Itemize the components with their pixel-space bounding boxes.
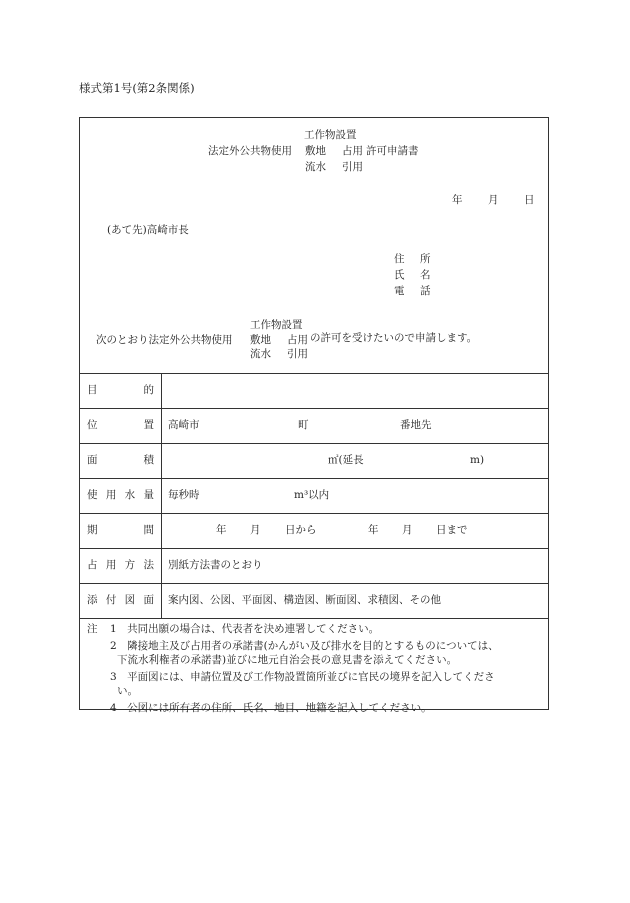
- label-char: 添: [87, 594, 98, 606]
- name-label-2: 名: [420, 269, 431, 281]
- label-char: 法: [143, 559, 154, 571]
- row-rule: [80, 583, 548, 584]
- location-lot: 番地先: [400, 419, 432, 431]
- row-rule: [80, 408, 548, 409]
- request-option-occupy: 占用: [287, 334, 308, 346]
- period-from-year: 年: [216, 524, 227, 536]
- row-rule: [80, 478, 548, 479]
- date-month: 月: [488, 194, 499, 206]
- label-char: 方: [124, 559, 136, 571]
- note-4: 4 公図には所有者の住所、氏名、地目、地籍を記入してください。: [110, 702, 432, 714]
- water-rate-prefix: 毎秒時: [168, 489, 200, 501]
- phone-label-2: 話: [420, 285, 431, 297]
- application-form: [79, 117, 549, 714]
- row-rule: [80, 548, 548, 549]
- period-from-month: 月: [250, 524, 261, 536]
- row-label-purpose: [87, 383, 154, 397]
- form-number-label: 様式第1号(第2条関係): [79, 81, 195, 95]
- label-char: 付: [105, 594, 117, 606]
- label-char: 水: [124, 489, 136, 501]
- date-year: 年: [452, 194, 463, 206]
- note-2-line2: 下流水利権者の承諾書)並びに地元自治会長の意見書を添えてください。: [117, 654, 458, 666]
- title-option-occupy: 占用: [342, 145, 363, 157]
- title-line2-suffix: 許可申請書: [366, 145, 419, 157]
- note-1: 1 共同出願の場合は、代表者を決め連署してください。: [110, 623, 380, 635]
- request-option-top: 工作物設置: [250, 319, 303, 331]
- label-char: 使: [87, 489, 98, 501]
- table-bottom-rule: [80, 618, 548, 619]
- label-char: 置: [143, 419, 154, 431]
- title-line2-prefix: 法定外公共物使用: [208, 145, 292, 157]
- location-town: 町: [298, 419, 309, 431]
- address-label-1: 住: [394, 253, 405, 265]
- period-to-day: 日まで: [436, 524, 468, 536]
- water-rate-unit: m³以内: [294, 489, 330, 501]
- label-char: 図: [124, 594, 136, 606]
- addressee: (あて先)高崎市長: [107, 224, 189, 236]
- note-2-line1: 2 隣接地主及び占用者の承諾書(かんがい及び排水を目的とするものについては、: [110, 640, 499, 652]
- name-label-1: 氏: [394, 269, 405, 281]
- row-label-water-volume: [87, 488, 154, 502]
- note-3-line2: い。: [117, 685, 138, 697]
- note-3-line1: 3 平面図には、申請位置及び工作物設置箇所並びに官民の境界を記入してくださ: [110, 671, 495, 683]
- label-char: 間: [143, 524, 154, 536]
- label-char: 用: [105, 559, 117, 571]
- label-char: 的: [143, 384, 154, 396]
- request-option-site: 敷地: [250, 334, 271, 346]
- table-top-rule: [80, 373, 548, 374]
- request-option-flow: 流水: [250, 348, 271, 360]
- label-char: 用: [105, 489, 117, 501]
- period-to-month: 月: [402, 524, 413, 536]
- location-city: 高崎市: [168, 419, 200, 431]
- length-unit: m): [470, 454, 485, 466]
- phone-label-1: 電: [394, 285, 405, 297]
- row-label-period: [87, 523, 154, 537]
- title-line1: 工作物設置: [304, 129, 357, 141]
- date-day: 日: [524, 194, 535, 206]
- attachments-value: 案内図、公図、平面図、構造図、断面図、求積図、その他: [168, 594, 441, 606]
- period-to-year: 年: [368, 524, 379, 536]
- row-rule: [80, 513, 548, 514]
- label-char: 量: [143, 489, 154, 501]
- title-option-draw: 引用: [342, 161, 363, 173]
- method-value: 別紙方法書のとおり: [168, 559, 263, 571]
- row-label-method: [87, 558, 154, 572]
- column-divider: [161, 373, 162, 618]
- label-char: 位: [87, 419, 98, 431]
- label-char: 面: [87, 454, 98, 466]
- address-label-2: 所: [420, 253, 431, 265]
- title-option-flow: 流水: [305, 161, 326, 173]
- label-char: 目: [87, 384, 98, 396]
- request-option-draw: 引用: [287, 348, 308, 360]
- row-label-area: [87, 453, 154, 467]
- period-from-day: 日から: [285, 524, 317, 536]
- row-label-location: [87, 418, 154, 432]
- label-char: 積: [143, 454, 154, 466]
- notes-heading: 注: [87, 623, 98, 635]
- label-char: 面: [143, 594, 154, 606]
- request-suffix: の許可を受けたいので申請します。: [310, 332, 478, 344]
- label-char: 占: [87, 559, 98, 571]
- label-char: 期: [87, 524, 98, 536]
- row-rule: [80, 443, 548, 444]
- row-label-attachments: [87, 593, 154, 607]
- area-unit-length: ㎡(延長: [328, 454, 364, 466]
- request-prefix: 次のとおり法定外公共物使用: [96, 334, 233, 346]
- title-option-site: 敷地: [305, 145, 326, 157]
